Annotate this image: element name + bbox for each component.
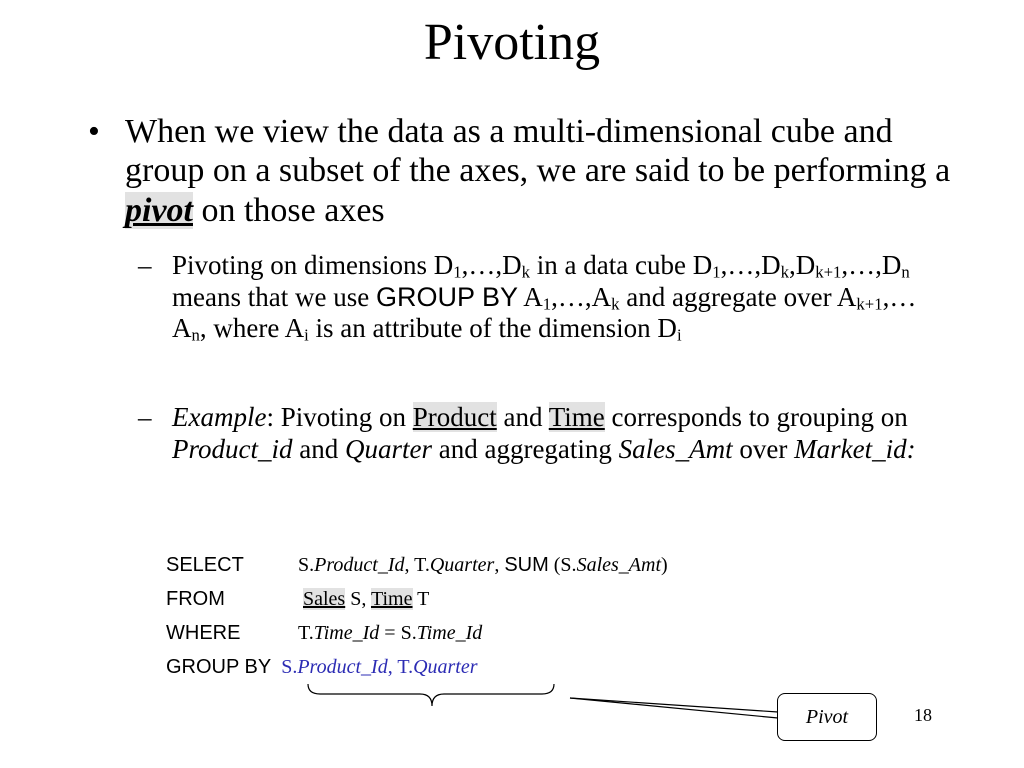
select-keyword: SELECT xyxy=(166,554,244,576)
group-by-keyword: GROUP BY xyxy=(375,281,518,312)
sql-from-row: FROM Sales S, Time T xyxy=(166,582,668,616)
curly-brace-icon xyxy=(308,684,554,706)
dash-icon: – xyxy=(138,402,152,432)
dash-icon: – xyxy=(138,250,152,280)
bullet-icon: • xyxy=(88,113,100,150)
from-keyword: FROM xyxy=(166,588,225,610)
time-table: Time xyxy=(370,588,413,610)
callout-line xyxy=(570,698,778,718)
sql-where-row: WHERE T.Time_Id = S.Time_Id xyxy=(166,616,668,650)
slide-title: Pivoting xyxy=(423,14,601,71)
group-by-keyword: GROUP BY xyxy=(166,656,272,678)
product-term: Product xyxy=(412,402,497,432)
pivot-emphasis: pivot xyxy=(125,191,193,229)
sum-keyword: SUM xyxy=(504,554,549,576)
sales-table: Sales xyxy=(303,588,346,610)
page-number: 18 xyxy=(914,705,932,725)
where-keyword: WHERE xyxy=(166,622,241,644)
sql-select-row: SELECT S.Product_Id, T.Quarter, SUM (S.Sales_Amt) xyxy=(166,548,668,582)
sql-groupby-row: GROUP BY S.Product_Id, T.Quarter xyxy=(166,650,668,684)
pivot-callout: Pivot xyxy=(777,693,877,741)
time-term: Time xyxy=(548,402,605,432)
definition-text: Pivoting on dimensions $D_1,\dots,D_k$ in a data cube $D_1,\dots,D_k,D_{k+1},\dots,D_n$ means that we use GROUP BY $A_1,\dots,A_k$ and aggregate over $A_{k+1},\dots A_n$, where $A_i$ is an attribute of the dimension $D_i$ xyxy=(172,250,917,345)
example-text: Example: Pivoting on Product and Time corresponds to grouping on Product_id and Quarter and aggregating Sales_Amt over Market_id: xyxy=(172,402,916,464)
callout-line xyxy=(570,698,778,712)
main-bullet-text: When we view the data as a multi-dimensional cube and group on a subset of the axes, we are said to be performing a pivot on those axes xyxy=(125,113,951,229)
